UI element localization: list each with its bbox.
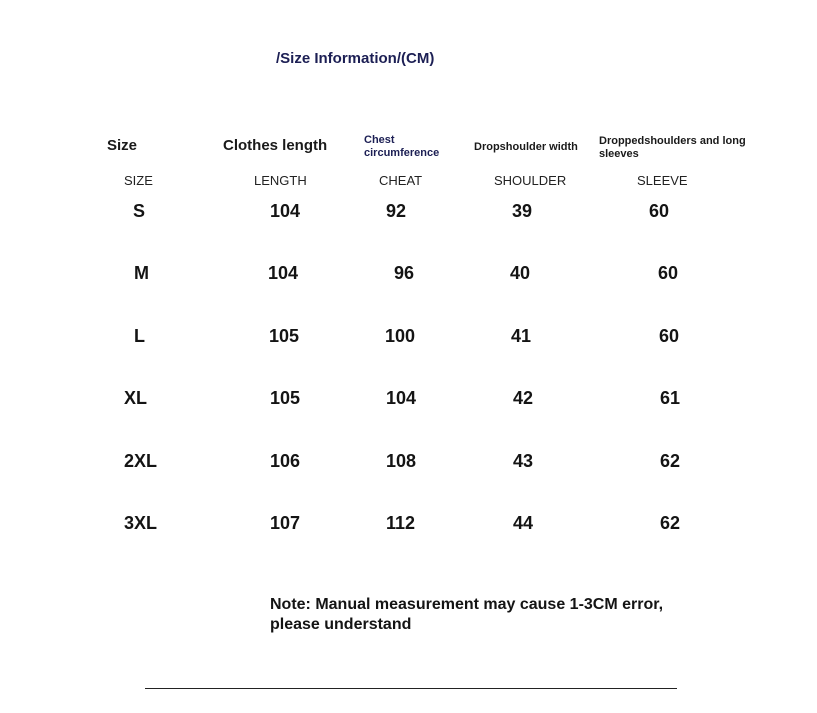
sleeve-cell: 61 [660,388,681,408]
sleeve-cell: 60 [658,263,679,283]
length-cell: 105 [269,326,300,346]
subheader-shoulder: SHOULDER [494,173,567,188]
header-dropshoulder-width: Dropshoulder width [474,141,578,153]
size-cell: 3XL [124,513,158,533]
subheader-size: SIZE [124,173,153,188]
chest-cell: 112 [386,513,416,533]
measurement-note: Note: Manual measurement may cause 1-3CM error, please understand [270,596,664,633]
header-dropped-shoulders-sleeves: Droppedshoulders and long sleeves [599,135,746,160]
bottom-divider [145,688,677,689]
shoulder-cell: 42 [513,388,534,408]
chest-cell: 92 [386,201,407,221]
chest-cell: 96 [394,263,415,283]
size-cell: 2XL [124,451,158,471]
sleeve-cell: 62 [660,451,681,471]
header-clothes-length: Clothes length [223,137,328,154]
length-cell: 107 [270,513,301,533]
size-cell: M [134,263,149,283]
sleeve-cell: 60 [649,201,670,221]
shoulder-cell: 41 [511,326,532,346]
size-cell: XL [124,388,148,408]
shoulder-cell: 44 [513,513,534,533]
chest-cell: 108 [386,451,417,471]
shoulder-cell: 40 [510,263,531,283]
length-cell: 105 [270,388,301,408]
sleeve-cell: 60 [659,326,680,346]
subheader-length: LENGTH [254,173,307,188]
subheader-chest: CHEAT [379,173,423,188]
length-cell: 104 [270,201,301,221]
size-cell: L [134,326,145,346]
sleeve-cell: 62 [660,513,681,533]
subheader-sleeve: SLEEVE [637,173,688,188]
shoulder-cell: 39 [512,201,533,221]
header-chest-circumference: Chest circumference [364,134,440,159]
shoulder-cell: 43 [513,451,534,471]
chest-cell: 104 [386,388,417,408]
length-cell: 106 [270,451,301,471]
header-size: Size [107,137,138,154]
length-cell: 104 [268,263,299,283]
chest-cell: 100 [385,326,416,346]
page-title: /Size Information/(CM) [276,50,435,67]
size-cell: S [133,201,146,221]
